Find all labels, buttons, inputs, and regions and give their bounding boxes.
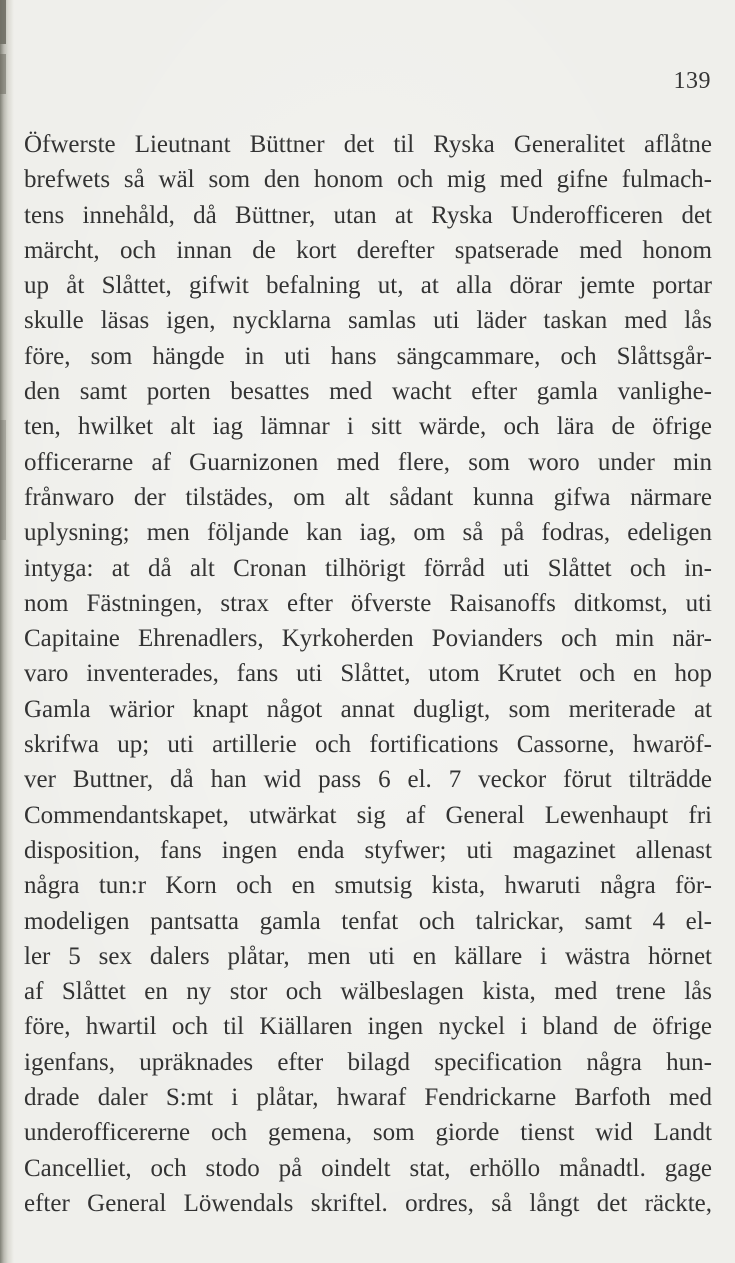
text-line: nom Fästningen, strax efter öfverste Raisanoffs ditkomst, uti <box>24 589 712 617</box>
text-line: igenfans, upräknades efter bilagd specification några hun- <box>24 1048 712 1076</box>
text-line: skrifwa up; uti artillerie och fortifications Cassorne, hwaröf- <box>24 731 712 759</box>
text-line: modeligen pantsatta gamla tenfat och talrickar, samt 4 el- <box>24 907 712 935</box>
text-line: Gamla wärior knapt något annat dugligt, som meriterade at <box>24 695 712 723</box>
text-line: up åt Slåttet, gifwit befalning ut, at alla dörar jemte portar <box>24 272 712 300</box>
text-line: den samt porten besattes med wacht efter gamla vanlighe- <box>24 378 712 406</box>
text-line: ten, hwilket alt iag lämnar i sitt wärde, och lära de öfrige <box>24 413 712 441</box>
text-line: uplysning; men följande kan iag, om så på fodras, edeligen <box>24 519 712 547</box>
text-line: några tun:r Korn och en smutsig kista, hwaruti några för- <box>24 872 712 900</box>
text-line: officerarne af Guarnizonen med flere, som woro under min <box>24 448 712 476</box>
text-line: af Slåttet en ny stor och wälbeslagen kista, med trene lås <box>24 978 712 1006</box>
text-line: tens innehåld, då Büttner, utan at Ryska Underofficeren det <box>24 201 712 229</box>
text-line: före, som hängde in uti hans sängcammare, och Slåttsgår- <box>24 342 712 370</box>
text-line: Öfwerste Lieutnant Büttner det til Ryska Generalitet aflåtne <box>24 131 712 158</box>
text-line: ver Buttner, då han wid pass 6 el. 7 veckor förut tilträdde <box>24 766 712 794</box>
text-line: skulle läsas igen, nycklarna samlas uti läder taskan med lås <box>24 307 712 335</box>
text-line: varo inventerades, fans uti Slåttet, utom Krutet och en hop <box>24 660 712 688</box>
text-line: underofficererne och gemena, som giorde tienst wid Landt <box>24 1119 712 1147</box>
text-line: intyga: at då alt Cronan tilhörigt förråd uti Slåttet och in- <box>24 554 712 582</box>
binding-shadow-mark <box>0 54 6 94</box>
binding-shadow-mark <box>0 0 6 44</box>
text-line: Capitaine Ehrenadlers, Kyrkoherden Povianders och min när- <box>24 625 712 653</box>
text-line: ler 5 sex dalers plåtar, men uti en källare i wästra hörnet <box>24 942 712 970</box>
text-line: frånwaro der tilstädes, om alt sådant kunna gifwa närmare <box>24 483 712 511</box>
body-text <box>24 127 712 1221</box>
page-number: 139 <box>673 68 711 94</box>
text-line: drade daler S:mt i plåtar, hwaraf Fendrickarne Barfoth med <box>24 1084 712 1112</box>
text-line: brefwets så wäl som den honom och mig med gifne fulmach- <box>24 166 712 194</box>
text-line: märcht, och innan de kort derefter spatserade med honom <box>24 236 712 264</box>
text-line: Cancelliet, och stodo på oindelt stat, erhöllo månadtl. gage <box>24 1154 712 1182</box>
text-line: disposition, fans ingen enda styfwer; uti magazinet allenast <box>24 836 712 864</box>
text-line: efter General Löwendals skriftel. ordres, så långt det räckte, <box>24 1189 712 1217</box>
binding-shadow-mark <box>0 420 6 540</box>
page-binding-edge <box>0 0 14 1263</box>
text-line: före, hwartil och til Kiällaren ingen nyckel i bland de öfrige <box>24 1013 712 1041</box>
text-line: Commendantskapet, utwärkat sig af General Lewenhaupt fri <box>24 801 712 829</box>
